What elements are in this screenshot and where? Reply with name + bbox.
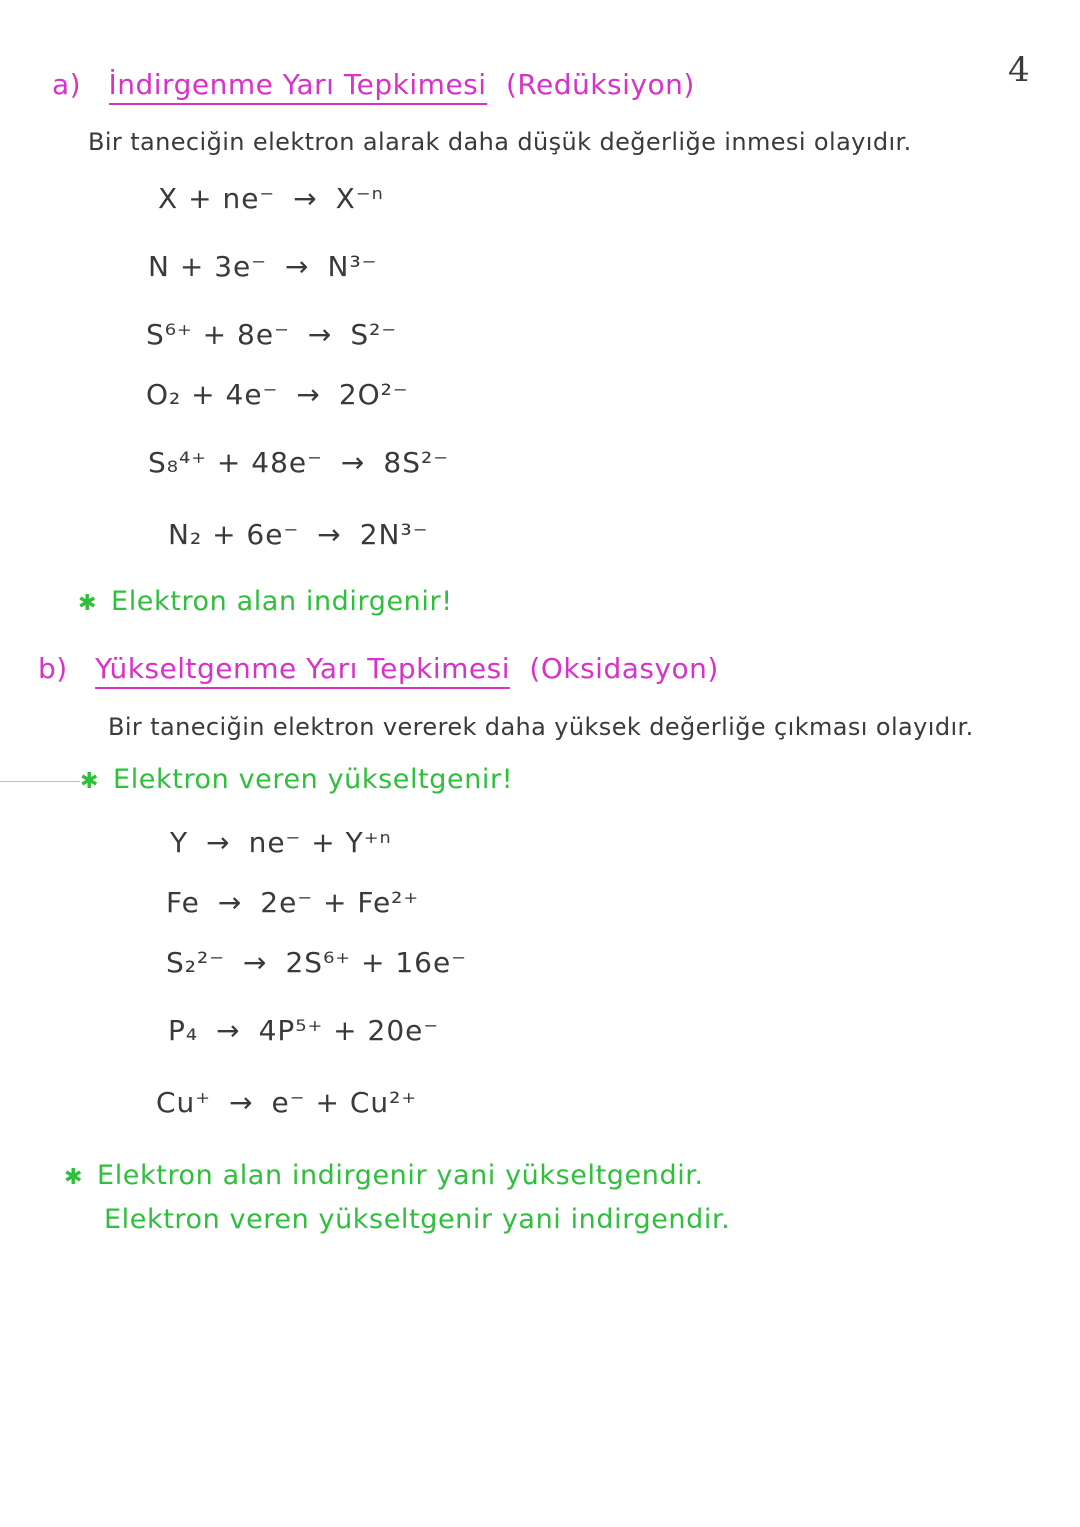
- equation-rhs: ne⁻ + Y⁺ⁿ: [248, 826, 392, 859]
- equation-lhs: N₂ + 6e⁻: [168, 518, 300, 551]
- arrow-icon: →: [317, 518, 342, 551]
- oxidation-equation: [166, 886, 419, 919]
- asterisk-icon: ✱: [78, 591, 98, 616]
- section-b-note: [80, 764, 513, 795]
- equation-rhs: 2S⁶⁺ + 16e⁻: [285, 946, 467, 979]
- equation-lhs: Fe: [166, 886, 200, 919]
- equation-lhs: S₈⁴⁺ + 48e⁻: [148, 446, 323, 479]
- section-a-title: İndirgenme Yarı Tepkimesi: [109, 68, 487, 105]
- equation-rhs: N³⁻: [327, 250, 378, 283]
- equation-lhs: N + 3e⁻: [148, 250, 268, 283]
- arrow-icon: →: [307, 318, 333, 351]
- equation-rhs: e⁻ + Cu²⁺: [271, 1086, 418, 1119]
- equation-lhs: S₂²⁻: [166, 946, 226, 979]
- section-b-subtitle: (Oksidasyon): [529, 652, 719, 685]
- equation-rhs: 8S²⁻: [383, 446, 449, 479]
- arrow-icon: →: [243, 946, 268, 979]
- oxidation-equation: [168, 1014, 439, 1047]
- equation-rhs: 2O²⁻: [338, 378, 409, 411]
- section-a-note-text: Elektron alan indirgenir!: [111, 586, 453, 617]
- section-b-definition: Bir taneciğin elektron vererek daha yüksek değerliğe çıkması olayıdır.: [108, 713, 974, 741]
- oxidation-equation: [156, 1086, 417, 1119]
- section-a-definition: Bir taneciğin elektron alarak daha düşük değerliğe inmesi olayıdır.: [88, 128, 912, 156]
- section-a-subtitle: (Redüksiyon): [505, 68, 695, 101]
- summary-line-2: Elektron veren yükseltgenir yani indirgendir.: [104, 1204, 731, 1235]
- section-b-title: Yükseltgenme Yarı Tepkimesi: [95, 652, 510, 689]
- section-a-label: a): [52, 68, 82, 101]
- arrow-icon: →: [206, 826, 231, 859]
- equation-rhs: X⁻ⁿ: [335, 182, 384, 215]
- equation-lhs: Cu⁺: [156, 1086, 212, 1119]
- equation-lhs: S⁶⁺ + 8e⁻: [146, 318, 290, 351]
- summary-line-1: [64, 1160, 704, 1191]
- arrow-icon: →: [216, 1014, 241, 1047]
- section-b-note-text: Elektron veren yükseltgenir!: [113, 764, 514, 795]
- page-number: 4: [1008, 50, 1030, 90]
- arrow-icon: →: [217, 886, 243, 919]
- equation-rhs: S²⁻: [350, 318, 398, 351]
- reduction-equation: [158, 182, 384, 215]
- section-a-note: [78, 586, 453, 617]
- oxidation-equation: [170, 826, 392, 859]
- reduction-equation: [168, 518, 429, 551]
- section-b-label: b): [38, 652, 68, 685]
- asterisk-icon: ✱: [80, 769, 100, 794]
- reduction-equation: [148, 250, 377, 283]
- reduction-equation: [146, 378, 409, 411]
- equation-rhs: 4P⁵⁺ + 20e⁻: [258, 1014, 440, 1047]
- asterisk-icon: ✱: [64, 1165, 84, 1190]
- section-a-heading: [52, 68, 695, 101]
- equation-lhs: Y: [170, 826, 189, 859]
- section-b-heading: [38, 652, 719, 685]
- arrow-icon: →: [340, 446, 366, 479]
- equation-rhs: 2e⁻ + Fe²⁺: [260, 886, 420, 919]
- arrow-icon: →: [293, 182, 318, 215]
- summary-line-1-text: Elektron alan indirgenir yani yükseltgendir.: [97, 1160, 704, 1191]
- equation-lhs: P₄: [168, 1014, 199, 1047]
- equation-lhs: X + ne⁻: [158, 182, 276, 215]
- reduction-equation: [146, 318, 397, 351]
- oxidation-equation: [166, 946, 467, 979]
- arrow-icon: →: [229, 1086, 254, 1119]
- arrow-icon: →: [285, 250, 310, 283]
- margin-rule: [0, 781, 80, 782]
- equation-rhs: 2N³⁻: [359, 518, 429, 551]
- reduction-equation: [148, 446, 449, 479]
- arrow-icon: →: [296, 378, 321, 411]
- equation-lhs: O₂ + 4e⁻: [146, 378, 279, 411]
